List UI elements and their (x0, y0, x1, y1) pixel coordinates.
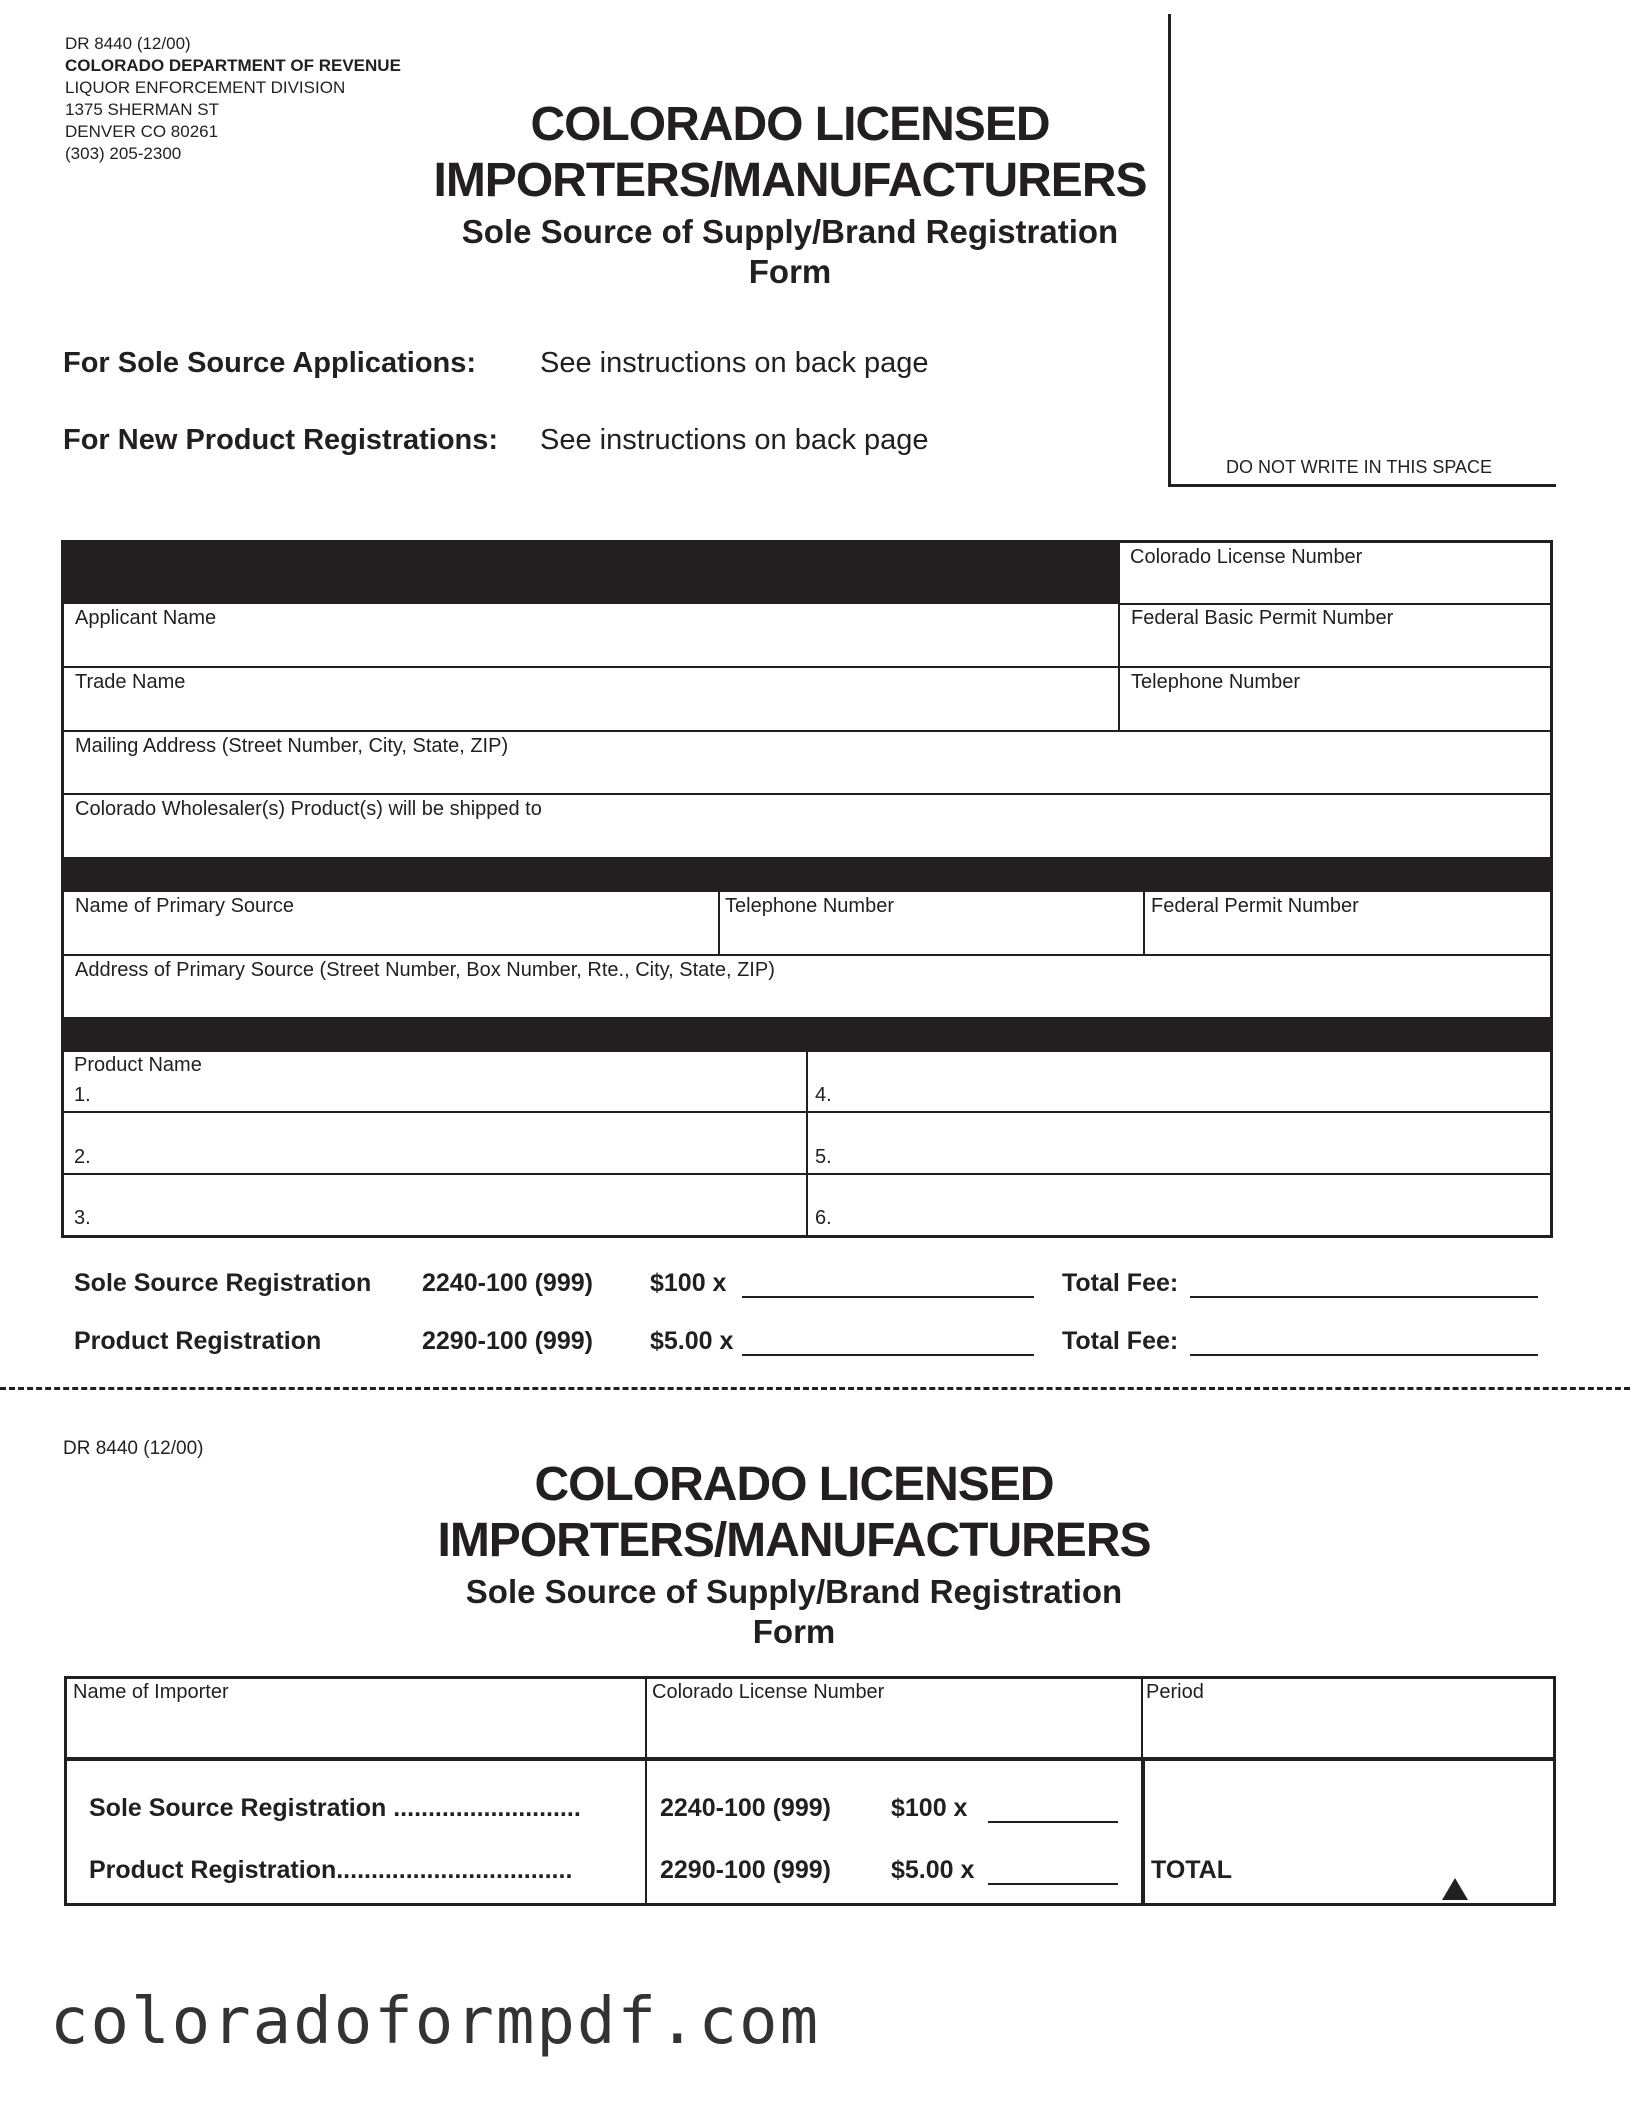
stub-product-code: 2290-100 (999) (660, 1856, 831, 1884)
stub-title-line2: IMPORTERS/MANUFACTURERS (437, 1514, 1151, 1567)
product-total-label: Total Fee: (1062, 1327, 1179, 1355)
column-divider (1143, 892, 1145, 955)
tear-off-line (0, 1387, 1630, 1390)
product-section-bar (61, 1017, 1553, 1052)
stub-column-divider (1141, 1676, 1143, 1760)
sole-source-fee-label: Sole Source Registration (74, 1269, 372, 1297)
stub-sole-source-label: Sole Source Registration ........................... (89, 1794, 581, 1822)
row-divider (61, 1173, 1553, 1175)
product-item-4[interactable]: 4. (815, 1084, 832, 1106)
stub-sole-source-code: 2240-100 (999) (660, 1794, 831, 1822)
primary-source-name-field[interactable]: Name of Primary Source (75, 895, 294, 917)
row-divider (61, 1111, 1553, 1113)
page-subtitle: Sole Source of Supply/Brand Registration Form (461, 213, 1119, 290)
sole-source-fee-code: 2240-100 (999) (422, 1269, 593, 1297)
federal-basic-permit-field[interactable]: Federal Basic Permit Number (1131, 607, 1394, 629)
watermark-text: coloradoformpdf.com (50, 1985, 821, 2059)
row-divider (61, 666, 1553, 668)
product-fee-code: 2290-100 (999) (422, 1327, 593, 1355)
stub-subtitle: Sole Source of Supply/Brand Registration Form (465, 1573, 1123, 1650)
stub-column-divider (645, 1676, 647, 1906)
column-divider (718, 892, 720, 955)
wholesaler-field[interactable]: Colorado Wholesaler(s) Product(s) will be shipped to (75, 798, 542, 820)
primary-source-address-field[interactable]: Address of Primary Source (Street Number, Box Number, Rte., City, State, ZIP) (75, 959, 775, 981)
source-telephone-field[interactable]: Telephone Number (725, 895, 894, 917)
new-product-instructions-text: See instructions on back page (540, 424, 929, 456)
applicant-section-bar (61, 540, 1119, 604)
mailing-address-field[interactable]: Mailing Address (Street Number, City, State, ZIP) (75, 735, 509, 757)
agency-phone: (303) 205-2300 (65, 144, 182, 163)
product-item-2[interactable]: 2. (74, 1146, 91, 1168)
source-section-bar (61, 857, 1553, 892)
sole-source-total-label: Total Fee: (1062, 1269, 1179, 1297)
division-name: LIQUOR ENFORCEMENT DIVISION (65, 78, 346, 97)
sole-source-instructions-text: See instructions on back page (540, 347, 929, 379)
applicant-name-field[interactable]: Applicant Name (75, 607, 217, 629)
product-column-divider (806, 1052, 808, 1238)
right-column-divider (1118, 540, 1120, 731)
stub-product-quantity[interactable] (988, 1861, 1118, 1885)
street-address: 1375 SHERMAN ST (65, 100, 219, 119)
colorado-license-number-field[interactable]: Colorado License Number (1130, 546, 1363, 568)
product-fee-label: Product Registration (74, 1327, 322, 1355)
department-name: COLORADO DEPARTMENT OF REVENUE (65, 56, 401, 75)
stub-title-line1: COLORADO LICENSED (534, 1458, 1054, 1511)
sole-source-instructions-label: For Sole Source Applications: (63, 347, 477, 379)
stub-form-number: DR 8440 (12/00) (63, 1438, 204, 1459)
agency-header (65, 33, 401, 165)
sole-source-quantity-field[interactable] (742, 1274, 1034, 1298)
stub-product-rate: $5.00 x (891, 1856, 975, 1884)
row-divider (61, 730, 1553, 732)
office-box-bottom-border (1168, 484, 1556, 487)
product-item-6[interactable]: 6. (815, 1207, 832, 1229)
stub-license-field[interactable]: Colorado License Number (652, 1681, 885, 1703)
product-name-header: Product Name (74, 1054, 202, 1076)
office-box-label: DO NOT WRITE IN THIS SPACE (1226, 457, 1493, 477)
stub-importer-field[interactable]: Name of Importer (73, 1681, 229, 1703)
new-product-instructions-label: For New Product Registrations: (63, 424, 499, 456)
row-divider (1118, 603, 1553, 605)
sole-source-fee-rate: $100 x (650, 1269, 727, 1297)
triangle-up-icon (1442, 1878, 1468, 1900)
telephone-number-field[interactable]: Telephone Number (1131, 671, 1300, 693)
product-quantity-field[interactable] (742, 1332, 1034, 1356)
product-item-1[interactable]: 1. (74, 1084, 91, 1106)
stub-product-label: Product Registration.................................. (89, 1856, 573, 1884)
stub-period-field[interactable]: Period (1146, 1681, 1204, 1703)
office-box-left-border (1168, 14, 1171, 486)
stub-sole-source-rate: $100 x (891, 1794, 968, 1822)
form-number: DR 8440 (12/00) (65, 34, 191, 53)
product-total-field[interactable] (1190, 1332, 1538, 1356)
stub-total-label: TOTAL (1151, 1856, 1233, 1884)
page-title-line1: COLORADO LICENSED (530, 98, 1050, 151)
trade-name-field[interactable]: Trade Name (75, 671, 186, 693)
product-item-5[interactable]: 5. (815, 1146, 832, 1168)
source-federal-permit-field[interactable]: Federal Permit Number (1151, 895, 1359, 917)
stub-sole-source-quantity[interactable] (988, 1799, 1118, 1823)
row-divider (61, 954, 1553, 956)
row-divider (61, 793, 1553, 795)
sole-source-total-field[interactable] (1190, 1274, 1538, 1298)
product-item-3[interactable]: 3. (74, 1207, 91, 1229)
page-title-line2: IMPORTERS/MANUFACTURERS (433, 154, 1147, 207)
product-fee-rate: $5.00 x (650, 1327, 734, 1355)
city-address: DENVER CO 80261 (65, 122, 219, 141)
